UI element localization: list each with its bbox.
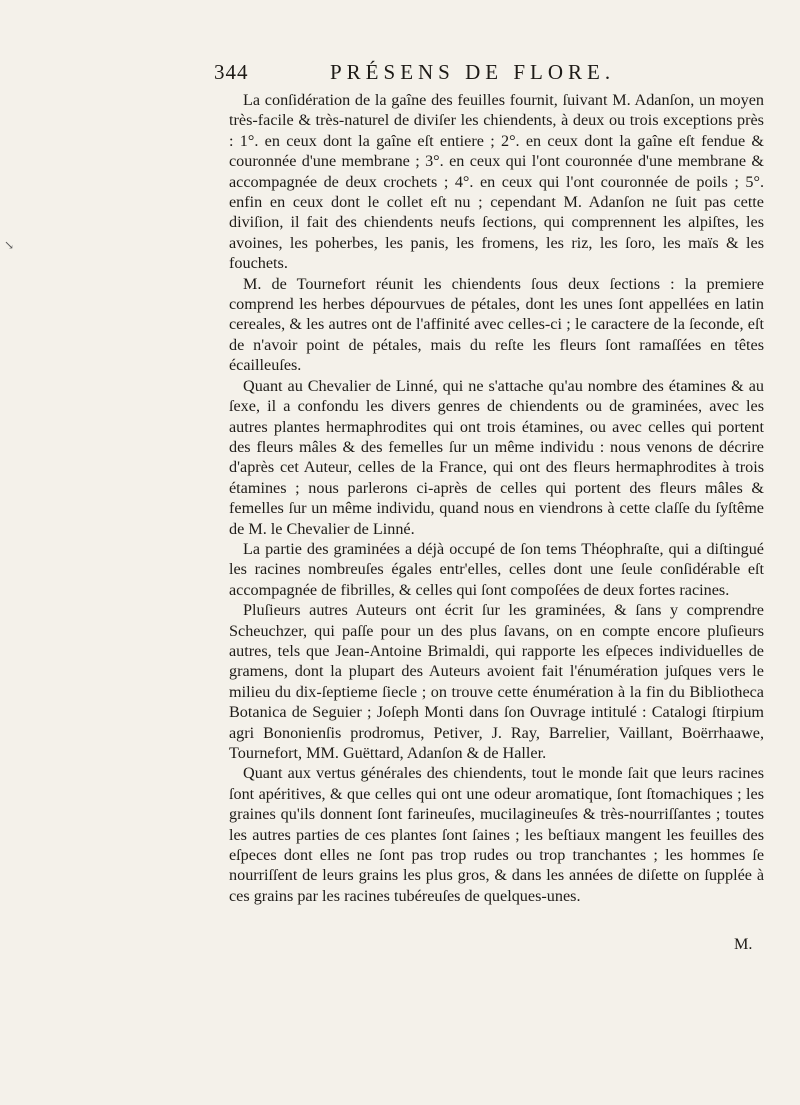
- catchword: M.: [734, 935, 753, 953]
- paragraph-vertus: Quant aux vertus générales des chiendents, tout le monde ſait que leurs racines ſont apéritives, & que celles qui ont une odeur aromatique, ſont ſtomachiques ; les graines qu'ils donnent ſont farineuſes, mucilagineuſes & très-nourriſſantes ; toutes les autres parties de ces plantes ſont ſaines ; les beſtiaux mangent les feuilles des eſpeces dont elles ne ſont pas trop rudes ou trop tranchantes ; les hommes ſe nourriſſent de leurs grains les plus gros, & dans les années de diſette on ſupplée à ces grains par les racines tubéreuſes de quelques-unes.: [229, 764, 764, 905]
- paragraph-linne: Quant au Chevalier de Linné, qui ne s'attache qu'au nombre des étamines & au ſexe, il a confondu les divers genres de chiendents ou de graminées, avec les autres plantes hermaphrodites qui ont trois étamines, ou avec celles qui portent des fleurs mâles & des femelles ſur un même individu : nous venons de décrire d'après cet Auteur, celles de la France, qui ont des fleurs hermaphrodites à trois étamines ; nous parlerons ci-après de celles qui portent des fleurs mâles & femelles ſur un même individu, quand nous en viendrons à cette claſſe du ſyſtême de M. le Chevalier de Linné.: [229, 376, 764, 538]
- page-number: 344: [214, 60, 249, 84]
- body-text: [229, 90, 764, 906]
- paragraph-auteurs: Pluſieurs autres Auteurs ont écrit ſur les graminées, & ſans y comprendre Scheuchzer, qui paſſe pour un des plus ſavans, on en compte encore pluſieurs autres, tels que Jean-Antoine Brimaldi, qui rapporte les eſpeces individuelles de gramens, dont la plupart des Auteurs avoient fait l'énumération juſques vers le milieu du dix-ſeptieme ſiecle ; on trouve cette énumération à la fin du Bibliotheca Botanica de Seguier ; Joſeph Monti dans ſon Ouvrage intitulé : Catalogi ſtirpium agri Bononienſis prodromus, Petiver, J. Ray, Barrelier, Vaillant, Boërrhaawe, Tournefort, MM. Guëttard, Adanſon & de Haller.: [229, 601, 764, 762]
- paragraph-theophraste: La partie des graminées a déjà occupé de ſon tems Théophraſte, qui a diſtingué les racines nombreuſes égales entr'elles, celles dont une ſeule conſidérable eſt accompagnée de fibrilles, & celles qui ſont compoſées de deux fortes racines.: [229, 539, 764, 599]
- margin-mark: ↘: [4, 238, 15, 252]
- page-title: PRÉSENS DE FLORE.: [330, 60, 616, 84]
- paragraph-gaine: La conſidération de la gaîne des feuilles fournit, ſuivant M. Adanſon, un moyen très-facile & très-naturel de diviſer les chiendents, à deux ou trois exceptions près : 1°. en ceux dont la gaîne eſt entiere ; 2°. en ceux dont la gaîne eſt fendue & couronnée d'une membrane ; 3°. en ceux qui l'ont couronnée d'une membrane & accompagnée de deux crochets ; 4°. en ceux qui l'ont couronnée de poils ; 5°. enfin en ceux dont le collet eſt nu ; cependant M. Adanſon ne ſuit pas cette diviſion, il fait des chiendents neufs ſections, qui comprennent les alpiſtes, les avoines, les poherbes, les panis, les fromens, les riz, les ſoro, les maïs & les fouchets.: [229, 91, 764, 273]
- paragraph-tournefort: M. de Tournefort réunit les chiendents ſous deux ſections : la premiere comprend les herbes dépourvues de pétales, dont les unes ſont appellées en latin cereales, & les autres ont de l'affinité avec celles-ci ; le caractere de la ſeconde, eſt de n'avoir point de pétales, mais du reſte les fleurs ſont ramaſſées en têtes écailleuſes.: [229, 274, 764, 375]
- running-head: [214, 60, 654, 90]
